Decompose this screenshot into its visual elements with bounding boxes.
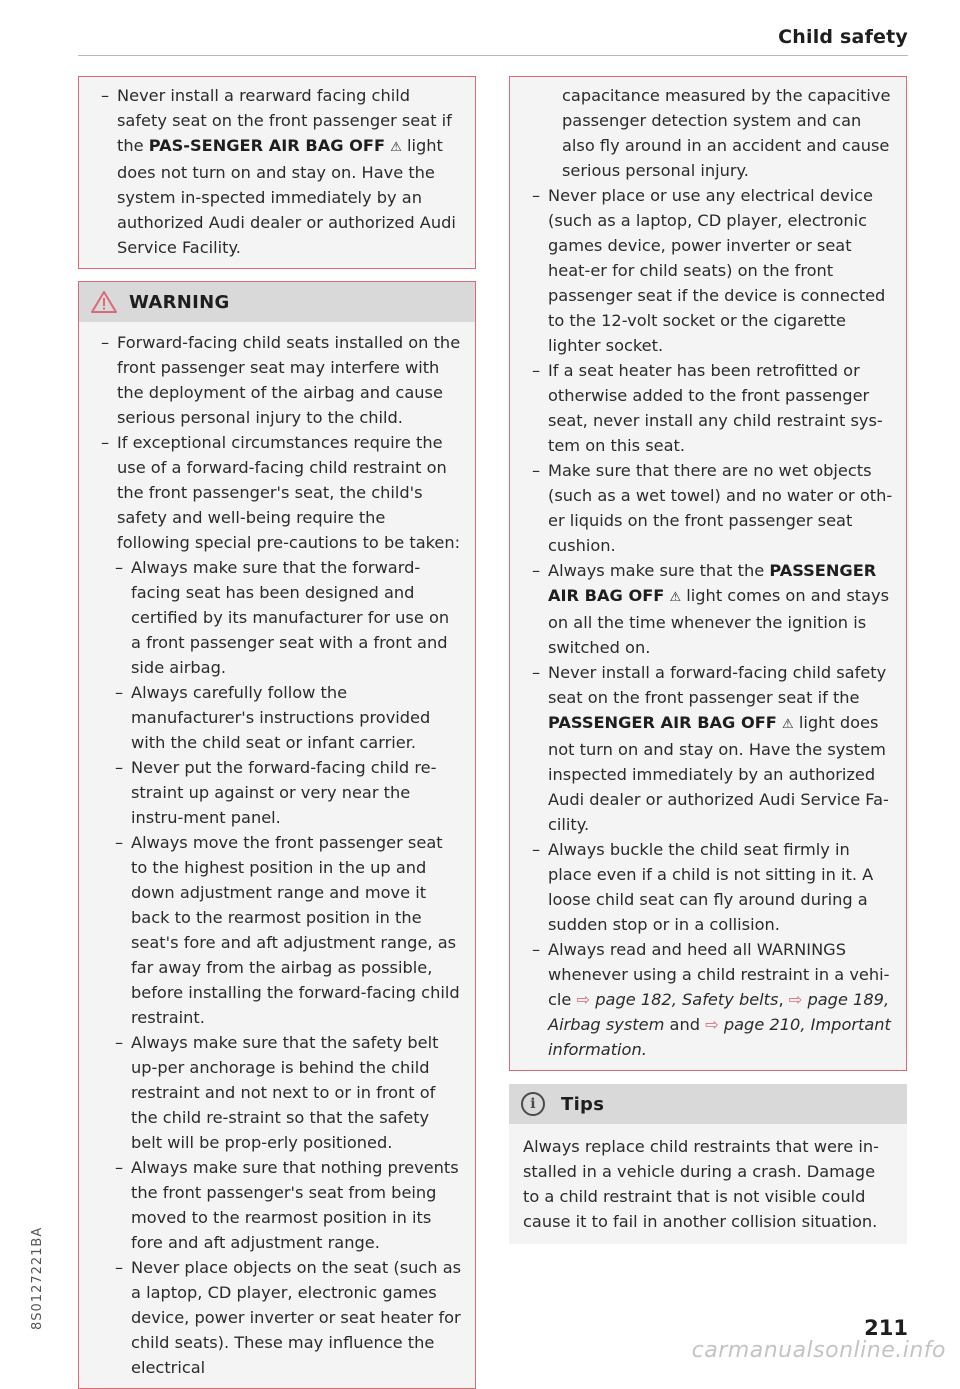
warning-body [79,322,475,1388]
warning-triangle-icon [91,291,117,313]
left-continuation-box [78,76,476,269]
warning-box [78,281,476,1389]
page-header-title: Child safety [778,26,908,48]
warning-continuation-box [509,76,907,1071]
sub-list-item: – Never place objects on the seat (such as a laptop, CD player, electronic games device, power inverter or seat heater for child seats). These may influence the electrical [91,1255,463,1380]
page-ref-arrow-icon: ⇨ [576,990,591,1009]
left-column [78,76,476,1389]
page-ref-link-safety-belts[interactable]: page 182, Safety belts [595,990,779,1009]
continuation-text: capacitance measured by the capacitive passenger detection system and can also fly around in an accident and cause serious personal injury. [562,86,891,180]
passenger-airbag-off-icon: ⚠ [782,717,794,732]
page-ref-link-airbag-system[interactable]: page 189, Airbag system [548,990,890,1034]
list-item: – Never place or use any electrical device (such as a laptop, CD player, electronic games device, power inverter or seat heat-er for child seats) on the front passenger seat if the device is connected to the 12-volt socket or the cigarette lighter socket. [522,183,894,358]
passenger-airbag-off-icon: ⚠ [390,140,402,155]
item-text: light does not turn on and stay on. Have the system inspected immediately by an authorized Audi dealer or authorized Audi Service Fa-cility. [548,713,889,834]
passenger-airbag-off-label: PASSENGER AIR BAG OFF [548,713,777,732]
item-text: , [778,990,789,1009]
info-icon: i [521,1092,545,1116]
list-item: – If a seat heater has been retrofitted or otherwise added to the front passenger seat, never install any child restraint sys-tem on this seat. [522,358,894,458]
item-text: Never install a forward-facing child safety seat on the front passenger seat if the [548,663,887,707]
item-text: . [641,1040,647,1059]
item-text: light comes on and stays on all the time whenever the ignition is switched on. [548,586,890,657]
list-item [91,83,463,260]
item-text: Never install a rearward facing child safety seat on the front passenger seat if the [117,86,452,155]
sub-list-item: – Always move the front passenger seat to the highest position in the up and down adjustment range and move it back to the rearmost position in the seat's fore and aft adjustment range, as far away from the airbag as possible, before installing the forward-facing child restraint. [91,830,463,1030]
warning-header [79,282,475,322]
list-item [522,660,894,837]
list-item: – Make sure that there are no wet objects (such as a wet towel) and no water or oth-er liquids on the front passenger seat cushion. [522,458,894,558]
header-rule [78,55,908,56]
item-text: Always read and heed all WARNINGS whenever using a child restraint in a vehi-cle [548,940,890,1009]
sub-list-item: – Always carefully follow the manufacturer's instructions provided with the child seat or infant carrier. [91,680,463,755]
item-text: Always make sure that the [548,561,770,580]
passenger-airbag-off-label: PASSENGER AIR BAG OFF [548,561,877,605]
passenger-airbag-off-label: PAS-SENGER AIR BAG OFF [148,136,386,155]
page-number: 211 [864,1316,908,1340]
sub-list-item: – Always make sure that the forward-facing seat has been designed and certified by its manufacturer for use on a front passenger seat with a front and side airbag. [91,555,463,680]
watermark: carmanualsonline.info [691,1338,946,1363]
page-ref-arrow-icon: ⇨ [705,1015,719,1034]
list-item: – Forward-facing child seats installed on the front passenger seat may interfere with the deployment of the airbag and cause serious personal injury to the child. [91,330,463,430]
list-item: – Always buckle the child seat firmly in place even if a child is not sitting in it. A loose child seat can fly around during a sudden stop or in a collision. [522,837,894,937]
tips-body: Always replace child restraints that were in-stalled in a vehicle during a crash. Damage to a child restraint that is not visible could cause it to fail in another collision situation. [523,1137,879,1231]
sub-list-item: – Never put the forward-facing child re-straint up against or very near the instru-ment panel. [91,755,463,830]
sub-list-item: – Always make sure that the safety belt up-per anchorage is behind the child restraint and not next to or in front of the child re-straint so that the safety belt will be prop-erly positioned. [91,1030,463,1155]
warning-heading: WARNING [129,291,230,313]
passenger-airbag-off-icon: ⚠ [669,590,682,605]
list-item [522,558,894,660]
page-ref-link-important-information[interactable]: page 210, Important information [548,1015,891,1059]
sub-list-item: – Always make sure that nothing prevents the front passenger's seat from being moved to the rearmost position in its fore and aft adjustment range. [91,1155,463,1255]
tips-header [509,1084,907,1124]
list-item [522,937,894,1062]
tips-heading: Tips [561,1093,605,1115]
page-ref-arrow-icon: ⇨ [788,990,803,1009]
item-text: light does not turn on and stay on. Have the system in-spected immediately by an authorized Audi dealer or authorized Audi Service Facility. [117,136,456,257]
document-code: 8S0127221BA [30,1226,45,1330]
list-item: – If exceptional circumstances require the use of a forward-facing child restraint on the front passenger's seat, the child's safety and well-being require the following special pre-cautions to be taken: [91,430,463,555]
right-column [509,76,907,1244]
tips-box [509,1084,907,1244]
item-text: and [664,1015,706,1034]
